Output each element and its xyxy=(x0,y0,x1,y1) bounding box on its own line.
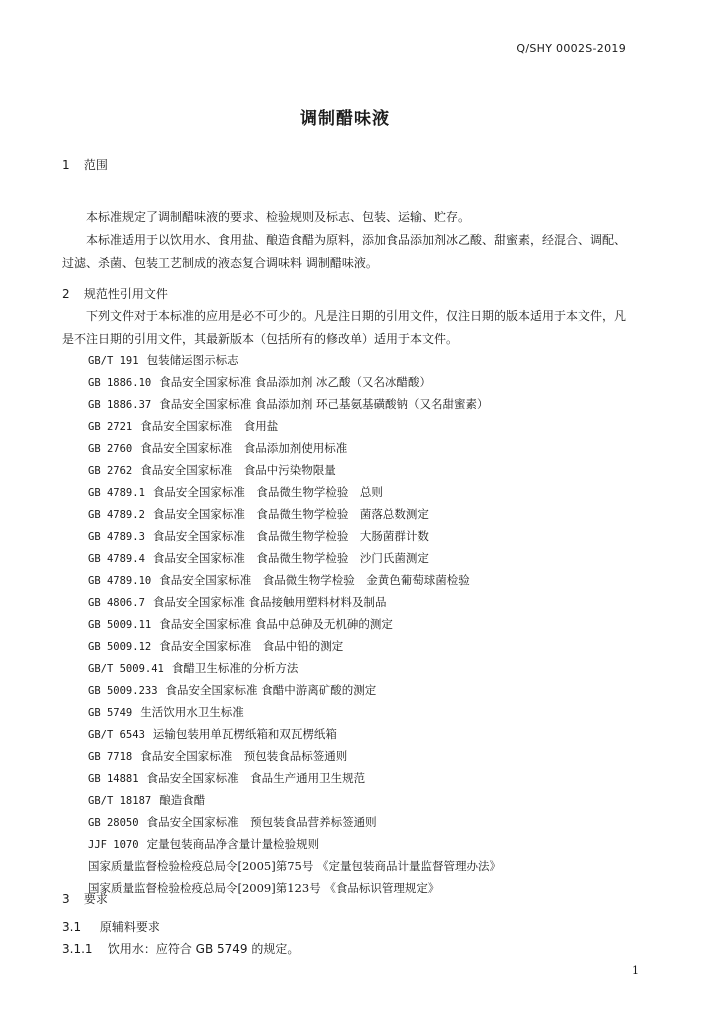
reference-title: 食品安全国家标准 食用盐 xyxy=(140,419,279,433)
subsection-3-1-heading xyxy=(62,918,160,935)
clause-text: 饮用水：应符合 GB 5749 的规定。 xyxy=(107,942,300,956)
reference-code: GB 5009.12 xyxy=(88,641,152,653)
reference-code: GB 5009.233 xyxy=(88,685,158,697)
reference-code: GB/T 18187 xyxy=(88,795,152,807)
reference-code: GB/T 6543 xyxy=(88,729,145,741)
reference-title: 食品安全国家标准 预包装食品营养标签通则 xyxy=(146,815,377,829)
section-2-heading xyxy=(62,285,168,302)
reference-item xyxy=(88,569,648,591)
reference-code: GB 2721 xyxy=(88,421,133,433)
reference-title: 食品安全国家标准 食品微生物学检验 总则 xyxy=(152,485,383,499)
clause-number: 3.1.1 xyxy=(62,942,93,956)
reference-item xyxy=(88,525,648,547)
clause-3-1-1 xyxy=(62,940,299,957)
reference-title: 食品安全国家标准 食品中铅的测定 xyxy=(159,639,344,653)
reference-code: GB 1886.10 xyxy=(88,377,152,389)
section-1-paragraph-2: 本标准适用于以饮用水、食用盐、酿造食醋为原料，添加食品添加剂冰乙酸、甜蜜素，经混合、调配、过滤、杀菌、包装工艺制成的液态复合调味料 调制醋味液。 xyxy=(62,233,627,270)
page-number: 1 xyxy=(632,964,639,977)
reference-code: GB 4789.3 xyxy=(88,531,145,543)
reference-item xyxy=(88,723,648,745)
section-1-heading xyxy=(62,156,108,173)
reference-title: 食品安全国家标准 预包装食品标签通则 xyxy=(140,749,348,763)
reference-item xyxy=(88,481,648,503)
reference-title: 食品安全国家标准 食品添加剂 环己基氨基磺酸钠（又名甜蜜素） xyxy=(159,397,489,411)
reference-code: GB 2762 xyxy=(88,465,133,477)
reference-item xyxy=(88,349,648,371)
section-title: 范围 xyxy=(83,158,108,172)
section-1-paragraph-1: 本标准规定了调制醋味液的要求、检验规则及标志、包装、运输、贮存。 xyxy=(86,210,471,224)
reference-title: 食品安全国家标准 食醋中游离矿酸的测定 xyxy=(165,683,377,697)
reference-item xyxy=(88,547,648,569)
reference-code: GB 14881 xyxy=(88,773,139,785)
reference-title: 食醋卫生标准的分析方法 xyxy=(171,661,299,675)
reference-item xyxy=(88,789,648,811)
section-3-heading xyxy=(62,890,108,907)
section-number: 2 xyxy=(62,287,70,301)
reference-item xyxy=(88,371,648,393)
section-title: 要求 xyxy=(83,892,108,906)
reference-item xyxy=(88,635,648,657)
reference-title: 食品安全国家标准 食品添加剂 冰乙酸（又名冰醋酸） xyxy=(159,375,432,389)
reference-title: 酿造食醋 xyxy=(159,793,206,807)
reference-title: 定量包装商品净含量计量检验规则 xyxy=(146,837,320,851)
section-number: 1 xyxy=(62,158,70,172)
subsection-title: 原辅料要求 xyxy=(99,920,160,934)
reference-title: 运输包装用单瓦楞纸箱和双瓦楞纸箱 xyxy=(152,727,337,741)
reference-item xyxy=(88,811,648,833)
reference-title: 食品安全国家标准 食品微生物学检验 沙门氏菌测定 xyxy=(152,551,429,565)
reference-code: GB 5009.11 xyxy=(88,619,152,631)
document-title: 调制醋味液 xyxy=(300,109,390,129)
reference-item xyxy=(88,393,648,415)
reference-code: GB 2760 xyxy=(88,443,133,455)
reference-item xyxy=(88,613,648,635)
section-2-intro: 下列文件对于本标准的应用是必不可少的。凡是注日期的引用文件，仅注日期的版本适用于本文件，凡是不注日期的引用文件，其最新版本（包括所有的修改单）适用于本文件。 xyxy=(62,309,627,346)
reference-title: 食品安全国家标准 食品微生物学检验 大肠菌群计数 xyxy=(152,529,429,543)
reference-item xyxy=(88,503,648,525)
reference-code: GB 4789.2 xyxy=(88,509,145,521)
reference-item xyxy=(88,459,648,481)
reference-list xyxy=(88,349,648,899)
section-number: 3 xyxy=(62,892,70,906)
reference-item xyxy=(88,679,648,701)
reference-code: GB 1886.37 xyxy=(88,399,152,411)
reference-item xyxy=(88,767,648,789)
section-title: 规范性引用文件 xyxy=(83,287,168,301)
reference-item xyxy=(88,415,648,437)
reference-code: JJF 1070 xyxy=(88,839,139,851)
reference-code: GB 4789.10 xyxy=(88,575,152,587)
reference-item xyxy=(88,833,648,855)
reference-code: GB 28050 xyxy=(88,817,139,829)
reference-title: 国家质量监督检验检疫总局令[2005]第75号 《定量包装商品计量监督管理办法》 xyxy=(88,859,502,873)
reference-title: 包装储运图示标志 xyxy=(146,353,239,367)
reference-title: 食品安全国家标准 食品接触用塑料材料及制品 xyxy=(152,595,387,609)
reference-item xyxy=(88,877,648,899)
reference-title: 食品安全国家标准 食品中总砷及无机砷的测定 xyxy=(159,617,393,631)
reference-item xyxy=(88,701,648,723)
reference-code: GB 4789.4 xyxy=(88,553,145,565)
reference-title: 生活饮用水卫生标准 xyxy=(140,705,244,719)
reference-item xyxy=(88,437,648,459)
reference-title: 食品安全国家标准 食品生产通用卫生规范 xyxy=(146,771,366,785)
reference-item xyxy=(88,745,648,767)
reference-item xyxy=(88,855,648,877)
reference-code: GB/T 5009.41 xyxy=(88,663,164,675)
subsection-number: 3.1 xyxy=(62,920,82,934)
reference-title: 国家质量监督检验检疫总局令[2009]第123号 《食品标识管理规定》 xyxy=(88,881,440,895)
reference-item xyxy=(88,657,648,679)
standard-code: Q/SHY 0002S-2019 xyxy=(516,42,626,55)
reference-code: GB 4789.1 xyxy=(88,487,145,499)
reference-title: 食品安全国家标准 食品添加剂使用标准 xyxy=(140,441,348,455)
reference-code: GB 5749 xyxy=(88,707,133,719)
reference-title: 食品安全国家标准 食品中污染物限量 xyxy=(140,463,336,477)
reference-code: GB 4806.7 xyxy=(88,597,145,609)
reference-item xyxy=(88,591,648,613)
reference-title: 食品安全国家标准 食品微生物学检验 菌落总数测定 xyxy=(152,507,429,521)
reference-code: GB/T 191 xyxy=(88,355,139,367)
reference-code: GB 7718 xyxy=(88,751,133,763)
reference-title: 食品安全国家标准 食品微生物学检验 金黄色葡萄球菌检验 xyxy=(159,573,470,587)
